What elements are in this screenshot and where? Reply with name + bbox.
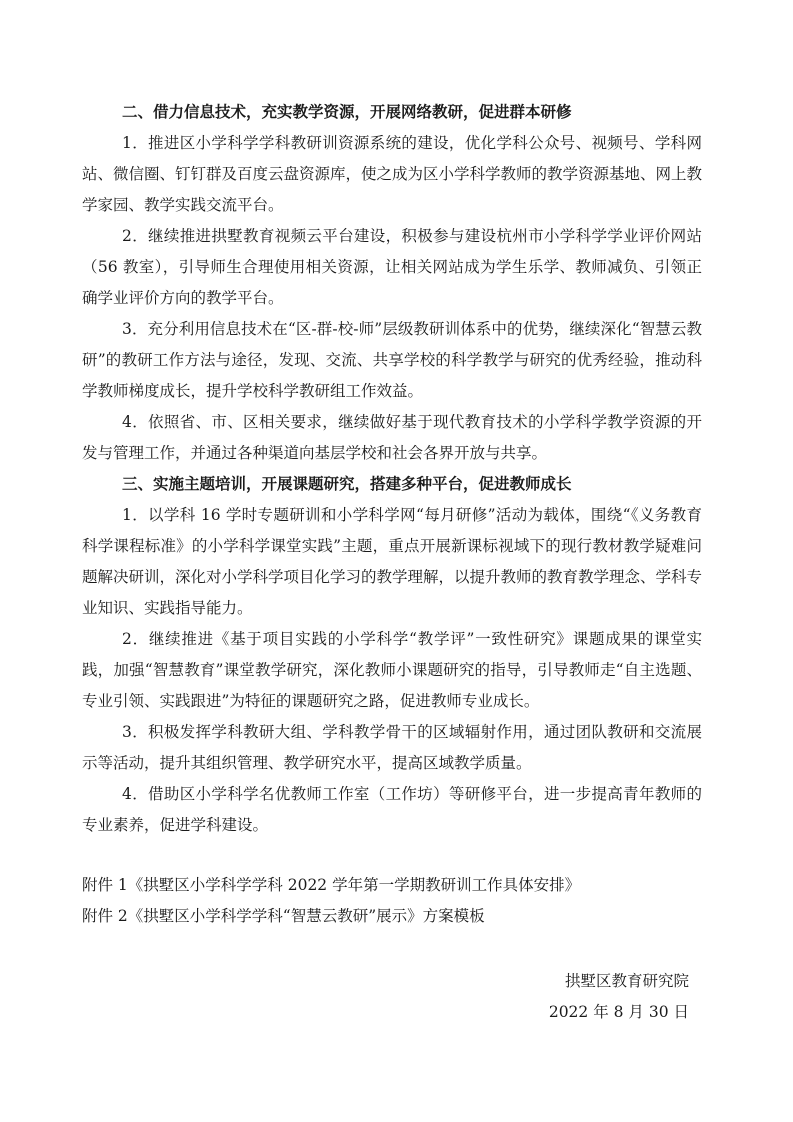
document-body	[82, 97, 702, 841]
section-heading-2: 二、借力信息技术，充实教学资源，开展网络教研，促进群本研修	[122, 103, 572, 121]
section2-paragraph-2: 2．继续推进拱墅教育视频云平台建设，积极参与建设杭州市小学科学学业评价网站（56 教室），引导师生合理使用相关资源，让相关网站成为学生乐学、教师减负、引领正确学业评价方向的教学平台。	[82, 227, 702, 307]
signature-org: 拱墅区教育研究院	[564, 972, 689, 990]
section2-paragraph-4: 4．依照省、市、区相关要求，继续做好基于现代教育技术的小学科学教学资源的开发与管理工作，并通过各种渠道向基层学校和社会各界开放与共享。	[82, 413, 702, 462]
section2-paragraph-3: 3．充分利用信息技术在“区-群-校-师”层级教研训体系中的优势，继续深化“智慧云教研”的教研工作方法与途径，发现、交流、共享学校的科学教学与研究的优秀经验，推动科学教师梯度成长，提升学校科学教研组工作效益。	[82, 320, 702, 400]
section3-paragraph-2: 2．继续推进《基于项目实践的小学科学“教学评”一致性研究》课题成果的课堂实践，加强“智慧教育”课堂教学研究，深化教师小课题研究的指导，引导教师走“自主选题、专业引领、实践跟进”为特征的课题研究之路，促进教师专业成长。	[82, 630, 702, 710]
section3-paragraph-1: 1．以学科 16 学时专题研训和小学科学网“每月研修”活动为载体，围绕“《义务教育科学课程标准》的小学科学课堂实践”主题，重点开展新课标视域下的现行教材教学疑难问题解决研训，深化对小学科学项目化学习的教学理解，以提升教师的教育教学理念、学科专业知识、实践指导能力。	[82, 506, 703, 617]
section-heading-3: 三、实施主题培训，开展课题研究，搭建多种平台，促进教师成长	[122, 475, 572, 493]
attachments-list	[82, 870, 702, 932]
signature-block	[549, 966, 689, 1028]
attachment-1: 附件 1《拱墅区小学科学学科 2022 学年第一学期教研训工作具体安排》	[82, 876, 581, 894]
section3-paragraph-4: 4．借助区小学科学名优教师工作室（工作坊）等研修平台，进一步提高青年教师的专业素养，促进学科建设。	[82, 785, 702, 834]
section3-paragraph-3: 3．积极发挥学科教研大组、学科教学骨干的区域辐射作用，通过团队教研和交流展示等活动，提升其组织管理、教学研究水平，提高区域教学质量。	[82, 723, 702, 772]
signature-date: 2022 年 8 月 30 日	[548, 1003, 689, 1021]
attachment-2: 附件 2《拱墅区小学科学学科“智慧云教研”展示》方案模板	[82, 907, 485, 925]
section2-paragraph-1: 1．推进区小学科学学科教研训资源系统的建设，优化学科公众号、视频号、学科网站、微信圈、钉钉群及百度云盘资源库，使之成为区小学科学教师的教学资源基地、网上教学家园、教学实践交流平台。	[82, 134, 703, 214]
